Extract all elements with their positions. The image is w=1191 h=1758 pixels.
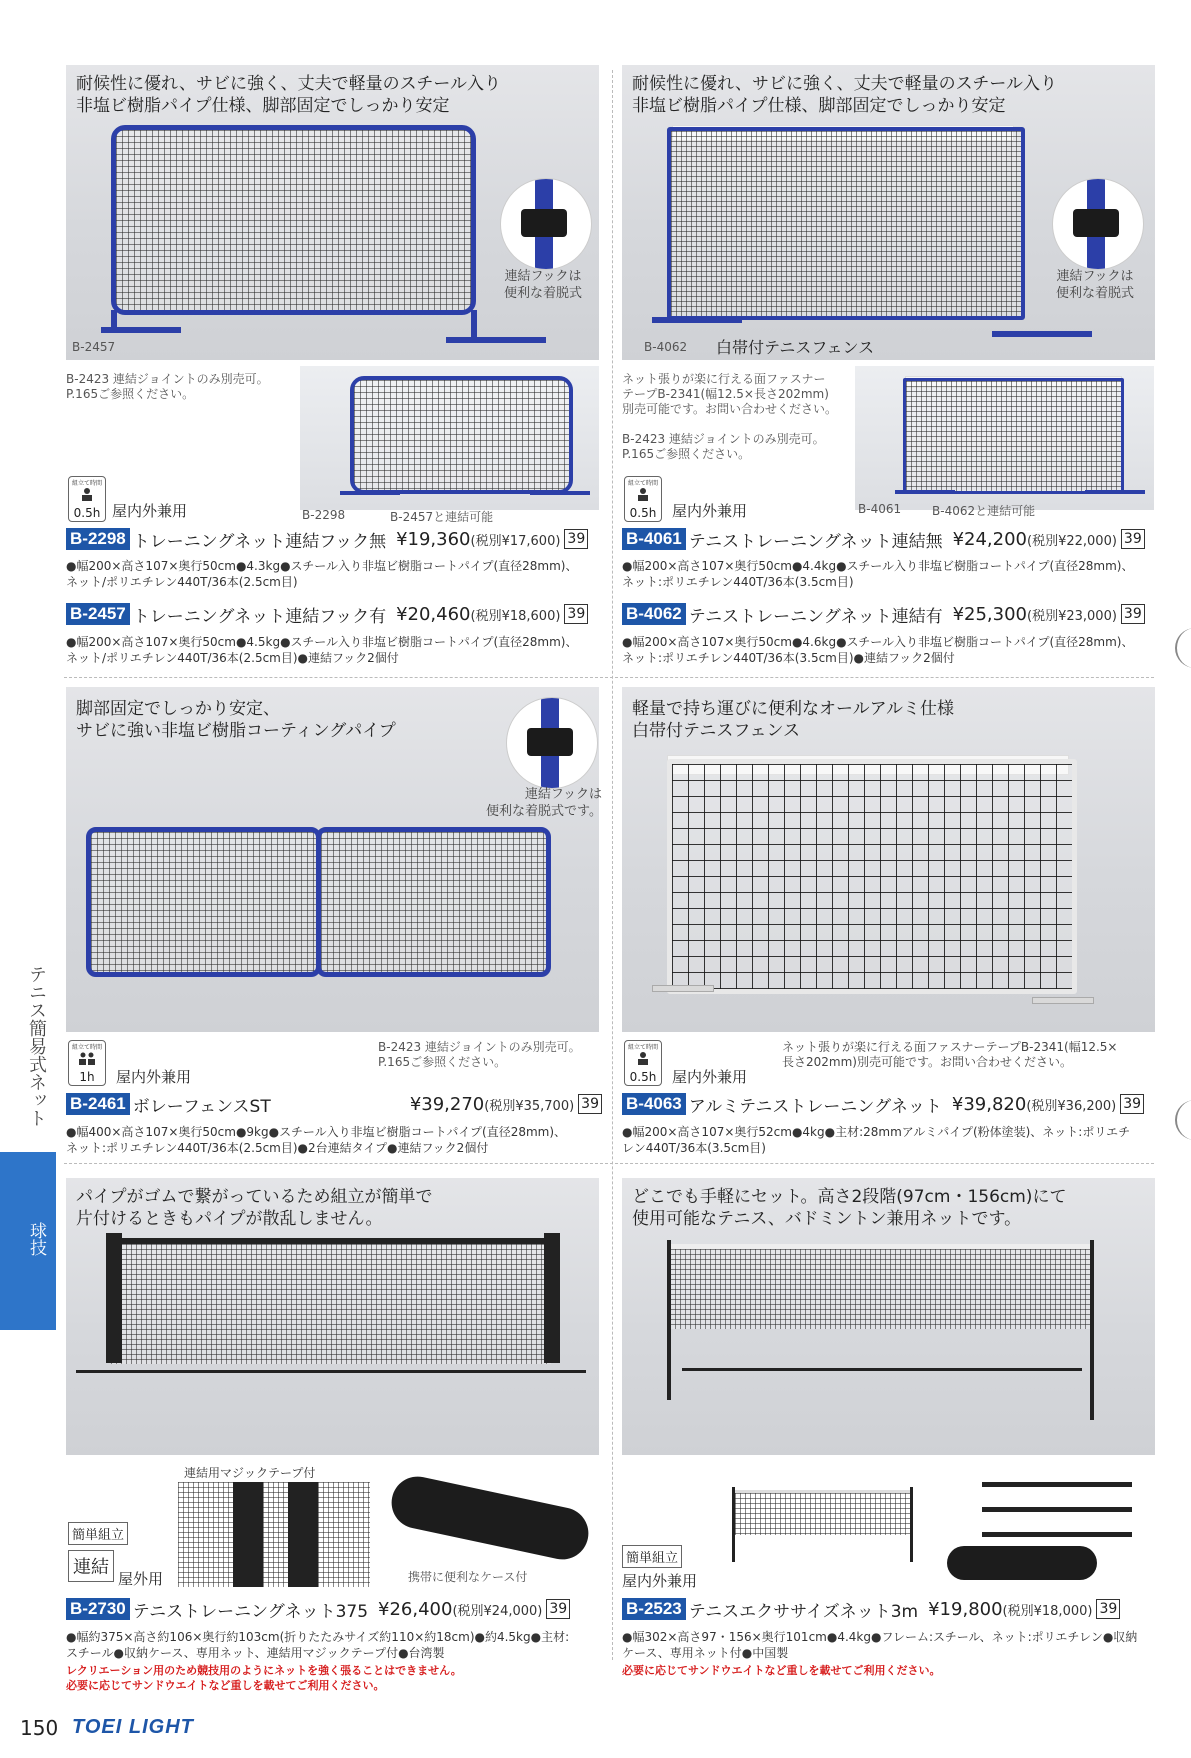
page-reference: 39 <box>564 529 588 549</box>
product-tax: (税別¥18,000) <box>1002 1603 1093 1619</box>
p4-note: ネット張りが楽に行える面ファスナーテープB-2341(幅12.5× 長さ202mm)別売可能です。お問い合わせください。 <box>782 1040 1118 1069</box>
connect-tag: 連結 <box>68 1550 114 1582</box>
page-reference: 39 <box>1096 1599 1120 1619</box>
p2-photo-caption: 白帯付テニスフェンス <box>716 338 875 357</box>
product-code: B-2461 <box>66 1093 130 1115</box>
carry-case-image <box>387 1472 593 1564</box>
product-specs: ●幅400×高さ107×奥行50cm●9kg●スチール入り非塩ビ樹脂コートパイプ(直径28mm)、 ネット:ポリエチレン440T/36本(2.5cm目)●2台連結タイプ●連結フック2個付 <box>66 1125 567 1155</box>
product-code: B-4063 <box>622 1093 686 1115</box>
product-name: ボレーフェンスST <box>132 1096 271 1117</box>
p3-headline: 脚部固定でしっかり安定、 サビに強い非塩ビ樹脂コーティングパイプ <box>76 699 396 741</box>
net-body <box>670 1244 1090 1329</box>
easy-assembly-tag: 簡単組立 <box>622 1545 682 1568</box>
p5-usage: 屋外用 <box>118 1570 164 1588</box>
product-code: B-4062 <box>622 603 686 625</box>
product-price: ¥39,820 <box>951 1093 1027 1115</box>
product-tax: (税別¥23,000) <box>1027 608 1117 624</box>
product-price: ¥26,400 <box>378 1598 453 1620</box>
row-divider-1 <box>64 677 1154 678</box>
p4-usage: 屋内外兼用 <box>672 1068 748 1086</box>
p6-usage: 屋内外兼用 <box>622 1572 698 1590</box>
product-specs: ●幅200×高さ107×奥行52cm●4kg●主材:28mmアルミパイプ(粉体塗装)、ネット:ポリエチ レン440T/36本(3.5cm目) <box>622 1125 1131 1155</box>
assembly-time-badge: 組立て時間 0.5h <box>68 476 106 522</box>
product-line-b4062 <box>622 602 1145 626</box>
p5-headline: パイプがゴムで繋がっているため組立が簡単で 片付けるときもパイプが散乱しません。 <box>76 1187 433 1229</box>
assembly-time-badge: 組立て時間 0.5h <box>624 476 662 522</box>
p1-sub-photo-label: B-2298 <box>302 508 346 522</box>
product-price: ¥19,360 <box>396 528 471 550</box>
product-price: ¥24,200 <box>952 528 1028 550</box>
sub-photo-b4061 <box>855 366 1154 510</box>
product-specs: ●幅約375×高さ約106×奥行約103cm(折りたたみサイズ約110×約18cm)●約4.5kg●主材: スチール●収納ケース、専用ネット、連結用マジックテープ付●台湾製 <box>66 1630 570 1660</box>
sidebar-section-label: 球技 <box>26 1222 46 1256</box>
product-line-b4061 <box>622 527 1145 551</box>
product-line-b2298 <box>66 527 588 551</box>
product-specs: ●幅200×高さ107×奥行50cm●4.5kg●スチール入り非塩ビ樹脂コートパイプ(直径28mm)、 ネット/ポリエチレン440T/36本(2.5cm目)●連結フック2個付 <box>66 635 578 665</box>
product-code: B-2523 <box>622 1598 686 1620</box>
p3-callout: 連結フックは 便利な着脱式です。 <box>486 787 602 819</box>
net-body <box>111 1238 551 1364</box>
p1-sub-photo-note: B-2457と連結可能 <box>390 510 494 524</box>
brand-logo: TOEI LIGHT <box>72 1716 194 1738</box>
product-name: テニストレーニングネット375 <box>132 1601 369 1622</box>
product-line-b4063 <box>622 1092 1144 1116</box>
column-divider <box>612 70 613 1660</box>
product-tax: (税別¥22,000) <box>1027 533 1117 549</box>
page-edge-tab-lower <box>1175 1100 1191 1140</box>
p1-note: B-2423 連結ジョイントのみ別売可。 P.165ご参照ください。 <box>66 372 269 401</box>
product-specs: ●幅200×高さ107×奥行50cm●4.6kg●スチール入り非塩ビ樹脂コートパイプ(直径28mm)、 ネット:ポリエチレン440T/36本(3.5cm目)●連結フック2個付 <box>622 635 1134 665</box>
product-name: トレーニングネット連結フック有 <box>132 606 387 627</box>
p1-photo-label: B-2457 <box>72 340 116 354</box>
product-tax: (税別¥36,200) <box>1026 1098 1117 1114</box>
p2-usage: 屋内外兼用 <box>672 502 748 520</box>
p2-sub-photo-label: B-4061 <box>858 502 902 516</box>
net-frame <box>667 759 1077 994</box>
product-name: テニスエクササイズネット3m <box>688 1601 919 1622</box>
p2-note: ネット張りが楽に行える面ファスナー テープB-2341(幅12.5×長さ202mm) 別売可能です。お問い合わせください。 B-2423 連結ジョイントのみ別売可。 P.165ご参照ください。 <box>622 372 838 461</box>
product-price: ¥20,460 <box>396 603 471 625</box>
p2-callout: 連結フックは 便利な着脱式 <box>1055 269 1134 301</box>
product-specs: ●幅302×高さ97・156×奥行101cm●4.4kg●フレーム:スチール、ネット:ポリエチレン●収納 ケース、専用ネット付●中国製 <box>622 1630 1138 1660</box>
product-price: ¥19,800 <box>928 1598 1003 1620</box>
product-tax: (税別¥24,000) <box>452 1603 543 1619</box>
sidebar-category-label: テニス簡易式ネット <box>26 965 47 1127</box>
p3-usage: 屋内外兼用 <box>116 1068 192 1086</box>
product-price: ¥25,300 <box>952 603 1028 625</box>
p3-note: B-2423 連結ジョイントのみ別売可。 P.165ご参照ください。 <box>378 1040 581 1069</box>
product-code: B-2730 <box>66 1598 130 1620</box>
detail-photo-parts <box>942 1462 1154 1587</box>
page-edge-tab-upper <box>1175 628 1191 668</box>
p6-headline: どこでも手軽にセット。高さ2段階(97cm・156cm)にて 使用可能なテニス、バドミントン兼用ネットです。 <box>632 1187 1067 1229</box>
page-reference: 39 <box>1121 529 1145 549</box>
hook-detail-icon <box>1052 178 1144 270</box>
product-warning: 必要に応じてサンドウエイトなど重しを載せてご利用ください。 <box>622 1664 941 1677</box>
p4-headline: 軽量で持ち運びに便利なオールアルミ仕様 白帯付テニスフェンス <box>632 699 954 741</box>
p2-headline: 耐候性に優れ、サビに強く、丈夫で軽量のスチール入り 非塩ビ樹脂パイプ仕様、脚部固定でしっかり安定 <box>632 74 1057 116</box>
page-reference: 39 <box>1121 604 1145 624</box>
net-frame-left <box>86 827 321 977</box>
product-name: テニストレーニングネット連結無 <box>688 531 943 552</box>
product-specs: ●幅200×高さ107×奥行50cm●4.4kg●スチール入り非塩ビ樹脂コートパイプ(直径28mm)、 ネット:ポリエチレン440T/36本(3.5cm目) <box>622 559 1134 589</box>
product-tax: (税別¥17,600) <box>470 533 561 549</box>
page-number: 150 <box>20 1716 59 1740</box>
product-price: ¥39,270 <box>409 1093 485 1115</box>
product-line-b2461 <box>66 1092 602 1116</box>
product-name: アルミテニストレーニングネット <box>688 1096 942 1117</box>
p5-detail-label: 連結用マジックテープ付 <box>184 1466 316 1480</box>
product-tax: (税別¥35,700) <box>484 1098 575 1114</box>
hook-detail-icon <box>500 178 592 270</box>
product-name: テニストレーニングネット連結有 <box>688 606 943 627</box>
product-line-b2523 <box>622 1597 1120 1621</box>
net-frame <box>111 125 476 315</box>
p2-photo-label: B-4062 <box>644 340 688 354</box>
net-frame-right <box>316 827 551 977</box>
product-code: B-2457 <box>66 603 130 625</box>
page-reference: 39 <box>564 604 588 624</box>
product-tax: (税別¥18,600) <box>470 608 561 624</box>
net-frame <box>667 127 1025 320</box>
sub-photo-b2298 <box>300 366 599 510</box>
product-specs: ●幅200×高さ107×奥行50cm●4.3kg●スチール入り非塩ビ樹脂コートパイプ(直径28mm)、 ネット/ポリエチレン440T/36本(2.5cm目) <box>66 559 578 589</box>
product-line-b2730 <box>66 1597 570 1621</box>
hook-detail-icon <box>506 697 598 789</box>
product-name: トレーニングネット連結フック無 <box>132 531 387 552</box>
p1-callout: 連結フックは 便利な着脱式 <box>503 269 582 301</box>
easy-assembly-tag: 簡単組立 <box>68 1522 128 1545</box>
p1-usage: 屋内外兼用 <box>112 502 188 520</box>
product-code: B-2298 <box>66 528 130 550</box>
assembly-time-badge: 組立て時間 0.5h <box>624 1040 662 1086</box>
product-warning: レクリエーション用のため競技用のようにネットを強く張ることはできません。 必要に応じてサンドウエイトなど重しを載せてご利用ください。 <box>66 1664 462 1692</box>
product-code: B-4061 <box>622 528 686 550</box>
p5-case-label: 携帯に便利なケース付 <box>408 1570 528 1584</box>
product-line-b2457 <box>66 602 588 626</box>
p2-sub-photo-note: B-4062と連結可能 <box>932 504 1036 518</box>
row-divider-2 <box>64 1163 1154 1164</box>
assembly-time-badge: 組立て時間 1h <box>68 1040 106 1086</box>
page-reference: 39 <box>1120 1094 1144 1114</box>
page-reference: 39 <box>546 1599 570 1619</box>
page-reference: 39 <box>578 1094 602 1114</box>
detail-photo-low-net <box>710 1462 935 1582</box>
p1-headline: 耐候性に優れ、サビに強く、丈夫で軽量のスチール入り 非塩ビ樹脂パイプ仕様、脚部固定でしっかり安定 <box>76 74 501 116</box>
